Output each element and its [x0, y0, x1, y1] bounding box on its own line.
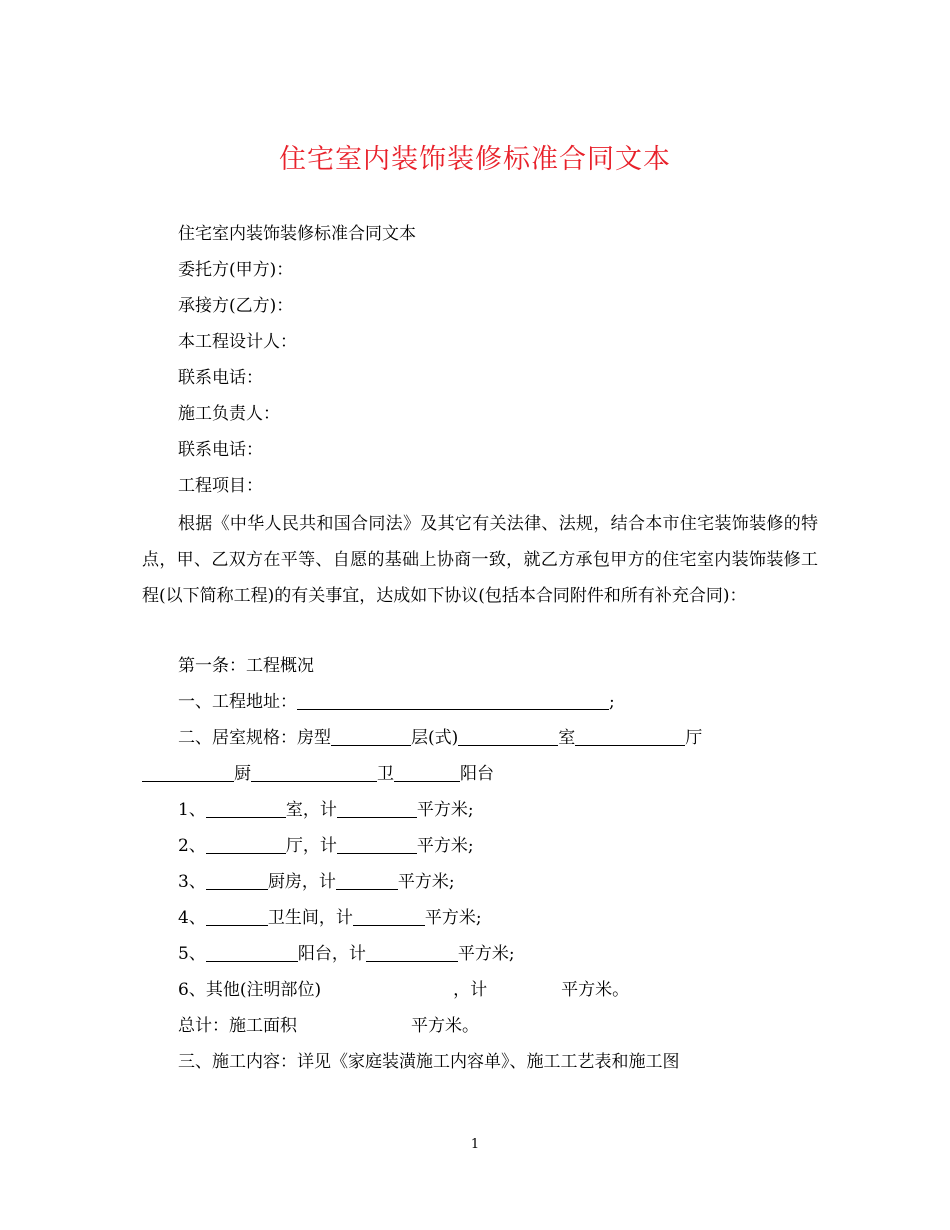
blank: [575, 728, 685, 746]
area-item: [178, 798, 474, 822]
item-prefix: 3、: [178, 872, 206, 892]
blank: [206, 836, 286, 854]
designer-field: 本工程设计人：: [178, 332, 297, 352]
project-item-field: 工程项目：: [178, 476, 263, 496]
item-name: 厅，计: [285, 836, 337, 856]
manager-phone-field: 联系电话：: [178, 440, 263, 460]
hall-label: 厅: [685, 728, 703, 748]
blank: [337, 836, 417, 854]
balcony-label: 阳台: [460, 764, 494, 784]
site-manager-field: 施工负责人：: [178, 404, 280, 424]
area-item: [178, 942, 515, 966]
blank: [142, 764, 234, 782]
item-unit: 平方米;: [457, 944, 515, 964]
other-count: ，计: [453, 980, 488, 1000]
blank: [251, 764, 377, 782]
item-name: 厨房，计: [267, 872, 336, 892]
item-name: 室，计: [285, 800, 337, 820]
blank: [353, 908, 425, 926]
other-label: 6、其他(注明部位): [178, 980, 322, 1000]
blank: [458, 728, 558, 746]
address-blank: [297, 692, 609, 710]
item-unit: 平方米;: [416, 836, 474, 856]
contractor-field: 承接方(乙方)：: [178, 296, 294, 316]
blank: [206, 800, 286, 818]
blank: [394, 764, 460, 782]
other-area-line: [178, 978, 629, 1002]
total-unit: 平方米。: [411, 1016, 479, 1036]
construction-content-line: 三、施工内容：详见《家庭装潢施工内容单》、施工工艺表和施工图: [178, 1052, 680, 1072]
blank: [337, 800, 417, 818]
item-prefix: 4、: [178, 908, 206, 928]
client-field: 委托方(甲方)：: [178, 260, 294, 280]
address-line: [178, 690, 615, 714]
document-title: 住宅室内装饰装修标准合同文本: [279, 144, 671, 175]
total-area-line: [178, 1014, 479, 1038]
item-name: 阳台，计: [297, 944, 366, 964]
blank: [206, 908, 268, 926]
total-label: 总计：施工面积: [178, 1016, 297, 1036]
subtitle: 住宅室内装饰装修标准合同文本: [178, 224, 416, 244]
item-prefix: 5、: [178, 944, 206, 964]
item-name: 卫生间，计: [267, 908, 353, 928]
blank: [336, 872, 398, 890]
area-item: [178, 870, 455, 894]
item-prefix: 2、: [178, 836, 206, 856]
blank: [206, 872, 268, 890]
address-end: ;: [609, 692, 615, 712]
item-unit: 平方米;: [397, 872, 455, 892]
bath-label: 卫: [377, 764, 394, 784]
room-spec-line: [178, 726, 702, 750]
kitchen-label: 厨: [234, 764, 251, 784]
room-label: 室: [558, 728, 576, 748]
room-spec-line-2: [142, 762, 494, 786]
preamble-paragraph: 根据《中华人民共和国合同法》及其它有关法律、法规，结合本市住宅装饰装修的特点，甲、乙双方在平等、自愿的基础上协商一致，就乙方承包甲方的住宅室内装饰装修工程(以下简称工程)的有关事宜，达成如下协议(包括本合同附件和所有补充合同)：: [142, 514, 818, 606]
other-unit: 平方米。: [561, 980, 630, 1000]
designer-phone-field: 联系电话：: [178, 368, 263, 388]
item-unit: 平方米;: [416, 800, 474, 820]
area-item: [178, 834, 474, 858]
address-label: 一、工程地址：: [178, 692, 297, 712]
blank: [366, 944, 458, 962]
blank: [206, 944, 298, 962]
article1-heading: 第一条：工程概况: [178, 656, 314, 676]
floor-label: 层(式): [411, 728, 459, 748]
area-item: [178, 906, 482, 930]
page-number: 1: [470, 1137, 480, 1152]
item-unit: 平方米;: [424, 908, 482, 928]
room-spec-label: 二、居室规格：房型: [178, 728, 331, 748]
blank: [331, 728, 411, 746]
item-prefix: 1、: [178, 800, 206, 820]
